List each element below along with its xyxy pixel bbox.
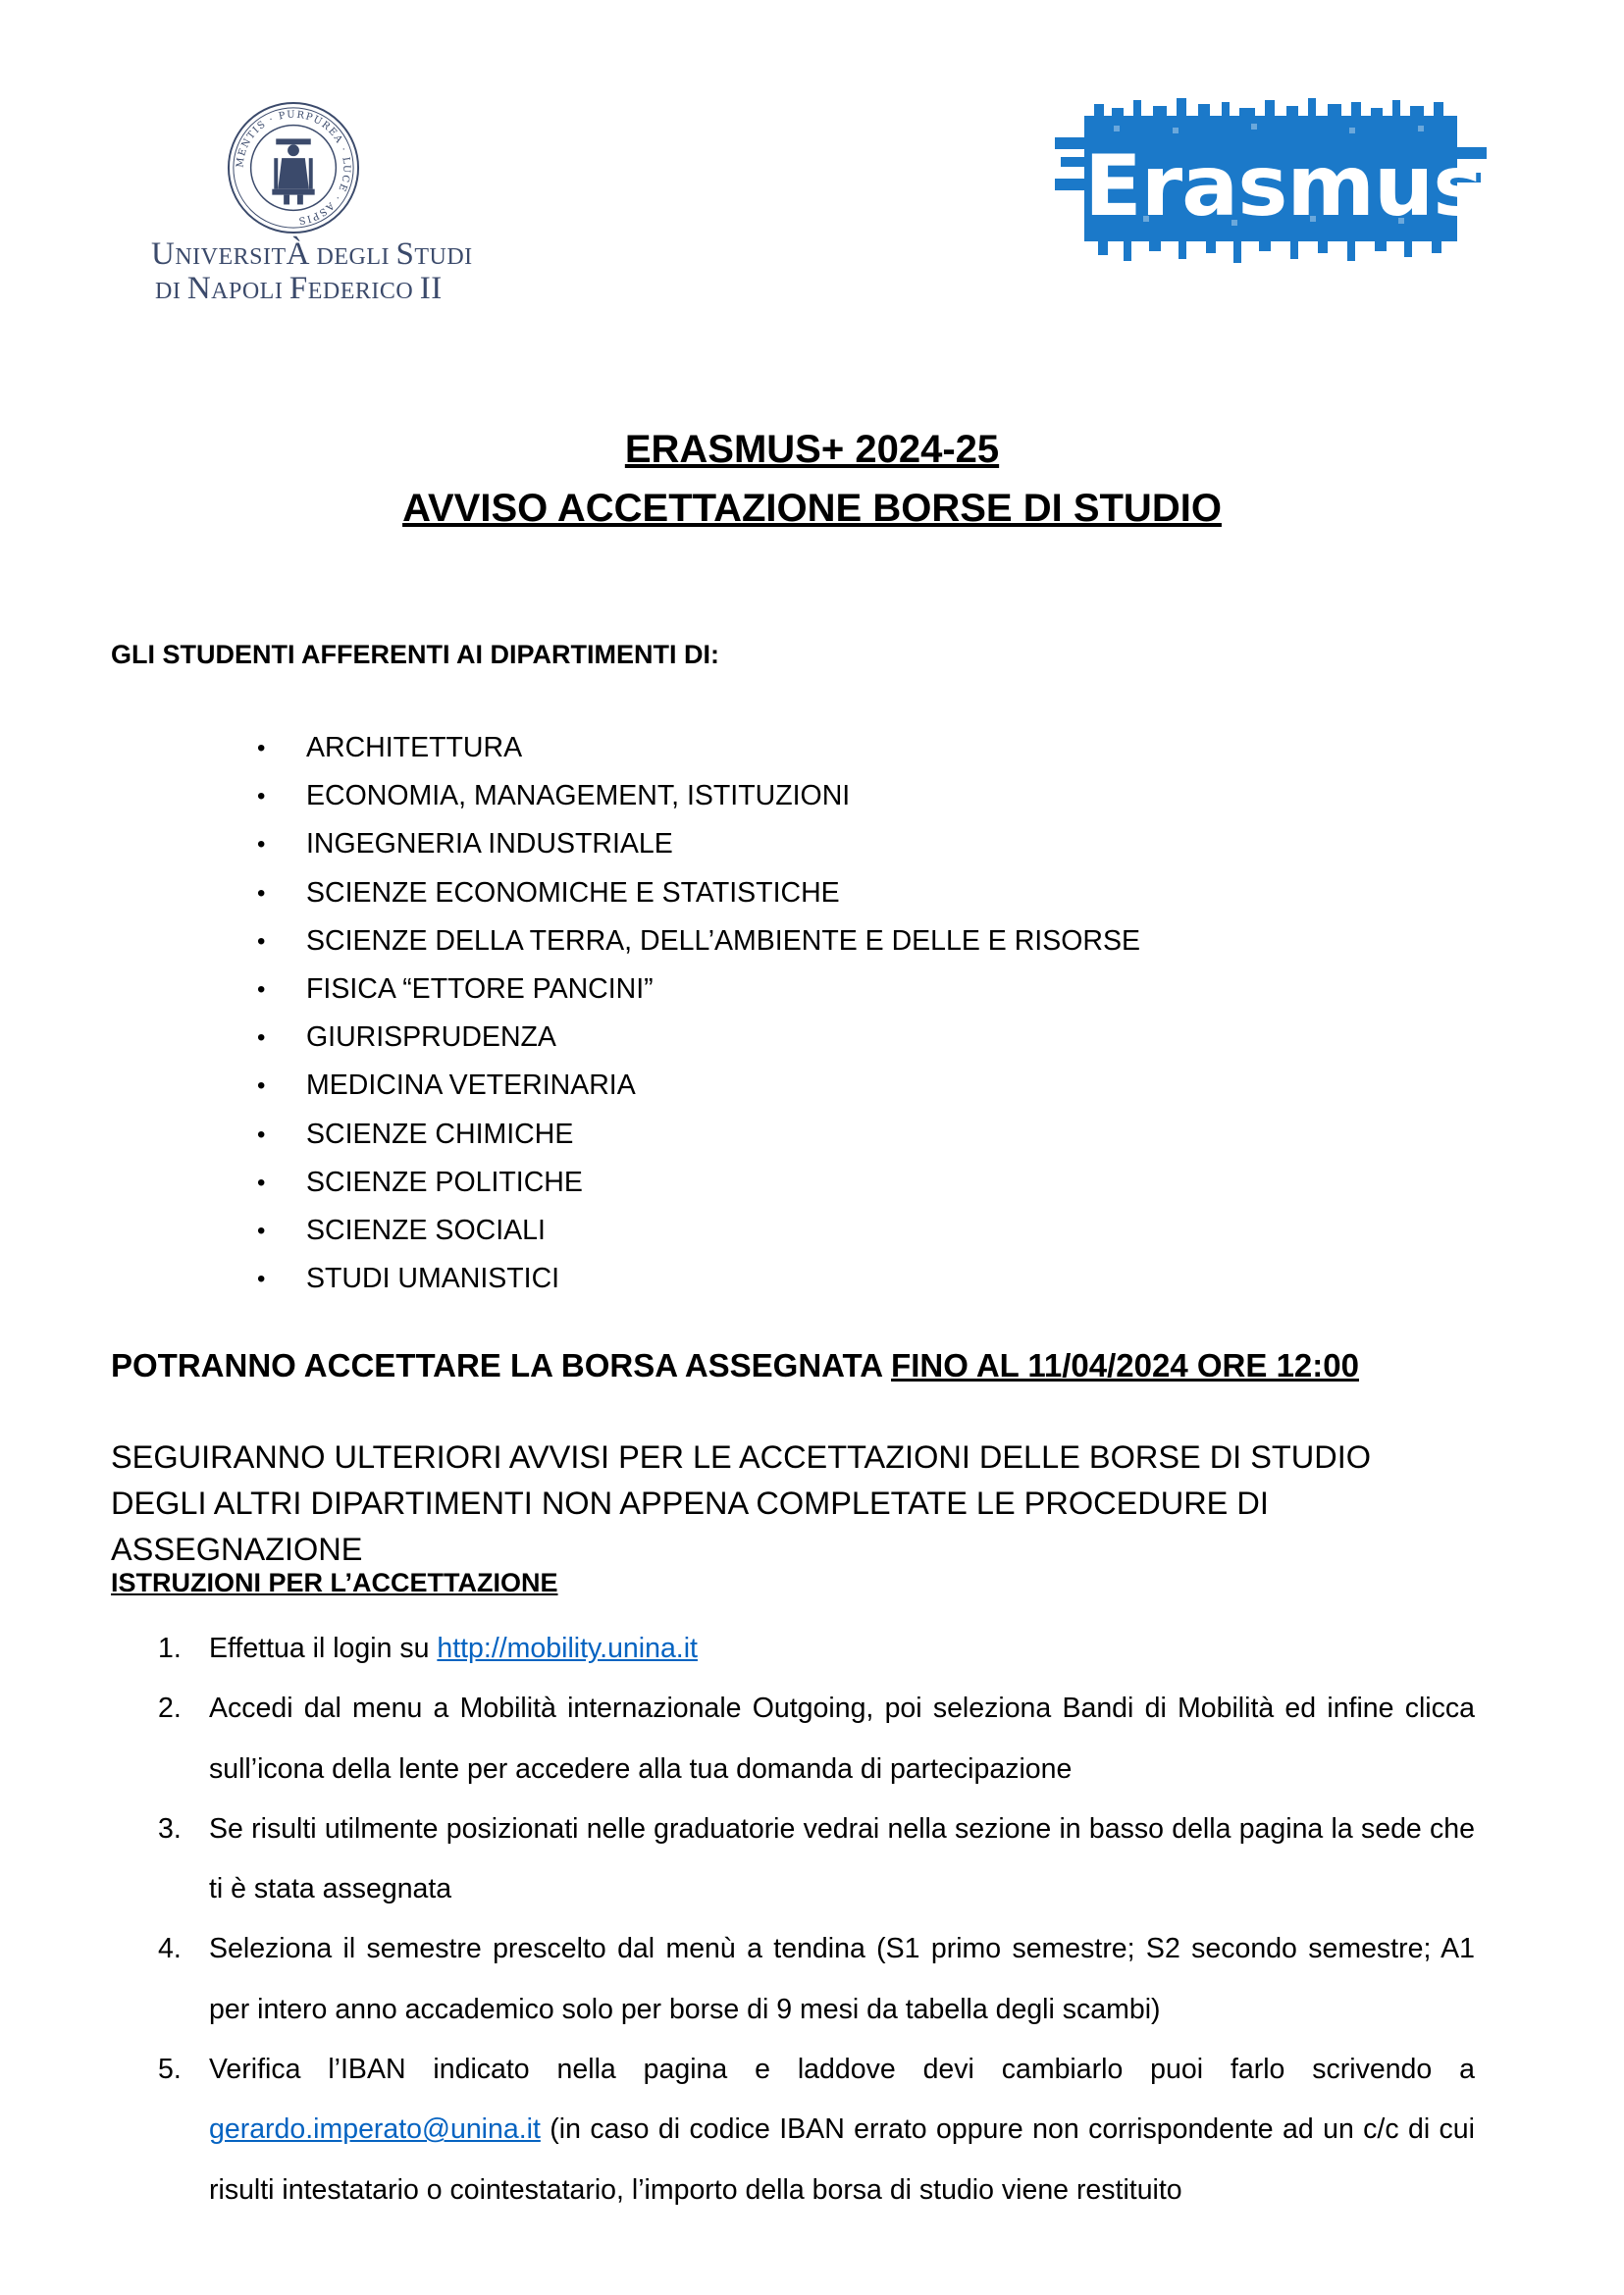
step-number: 4. <box>158 1933 182 1965</box>
university-name-part: À <box>286 236 311 272</box>
bullet-icon: • <box>257 1072 266 1100</box>
university-name-part: F <box>288 270 308 306</box>
title-line-1: ERASMUS+ 2024-25 <box>624 428 1000 471</box>
further-notices-paragraph: SEGUIRANNO ULTERIORI AVVISI PER LE ACCETTAZIONI DELLE BORSE DI STUDIO DEGLI ALTRI DIPARTIMENTI NON APPENA COMPLETATE LE PROCEDURE DI ASSEGNAZIONE <box>111 1439 1372 1567</box>
list-item <box>111 1619 1475 1679</box>
deadline-date: FINO AL 11/04/2024 ORE 12:00 <box>891 1347 1359 1383</box>
email-link[interactable]: gerardo.imperato@unina.it <box>209 2113 541 2146</box>
list-item <box>111 1679 1475 1799</box>
bullet-icon: • <box>257 1024 266 1052</box>
list-item <box>257 869 1140 917</box>
department-name: SCIENZE ECONOMICHE E STATISTICHE <box>306 876 840 909</box>
bullet-icon: • <box>257 975 266 1003</box>
department-name: SCIENZE POLITICHE <box>306 1166 583 1198</box>
list-item <box>257 1014 1140 1062</box>
bullet-icon: • <box>257 735 266 761</box>
seal-ring-text: MENTIS · PURPUREA · LUCE · ASPIS <box>235 109 352 227</box>
list-item <box>257 1111 1140 1159</box>
university-name-part: S <box>395 236 415 272</box>
step-text: Effettua il login su <box>209 1633 438 1664</box>
bullet-icon: • <box>257 879 266 907</box>
departments-label: GLI STUDENTI AFFERENTI AI DIPARTIMENTI DI: <box>111 640 719 669</box>
university-name-part: II <box>419 270 443 306</box>
step-number: 1. <box>158 1633 182 1664</box>
step-text: Verifica l’IBAN indicato nella pagina e laddove devi cambiarlo puoi farlo scrivendo a <box>209 2054 1475 2086</box>
university-seal-icon <box>226 100 361 235</box>
list-item <box>257 820 1140 868</box>
step-text: Se risulti utilmente posizionati nelle graduatorie vedrai nella sezione in basso della pagina la sede che ti è stata assegnata <box>209 1812 1475 1905</box>
step-text: Accedi dal menu a Mobilità internazionale Outgoing, poi seleziona Bandi di Mobilità ed infine clicca sull’icona della lente per accedere alla tua domanda di partecipazione <box>209 1693 1475 1785</box>
step-text: (in caso di codice IBAN errato oppure non corrispondente ad un c/c di cui risulti intestatario o cointestatario, l’importo della borsa di studio viene restituito <box>209 2113 1475 2206</box>
university-name-part: N <box>186 270 212 306</box>
list-item <box>111 1919 1475 2040</box>
university-name-part: EDERICO <box>307 278 420 304</box>
bullet-icon: • <box>257 1121 266 1148</box>
mobility-portal-link[interactable]: http://mobility.unina.it <box>437 1633 698 1664</box>
list-item <box>257 772 1140 820</box>
list-item <box>257 1062 1140 1110</box>
list-item <box>257 917 1140 965</box>
erasmus-logo-text: Erasmus+ <box>1084 137 1552 235</box>
list-item <box>257 1207 1140 1255</box>
list-item <box>111 1799 1475 1920</box>
document-title <box>0 420 1624 538</box>
department-name: ECONOMIA, MANAGEMENT, ISTITUZIONI <box>306 780 851 812</box>
department-name: GIURISPRUDENZA <box>306 1021 556 1054</box>
title-line-2: AVVISO ACCETTAZIONE BORSE DI STUDIO <box>402 487 1222 530</box>
department-name: INGEGNERIA INDUSTRIALE <box>306 828 673 861</box>
university-name-part: U <box>151 236 176 272</box>
department-name: SCIENZE SOCIALI <box>306 1214 546 1246</box>
university-logo <box>147 90 473 316</box>
university-name-part: NIVERSIT <box>175 244 287 270</box>
university-name-part: DEGLI <box>310 244 396 270</box>
department-name: MEDICINA VETERINARIA <box>306 1069 636 1102</box>
university-name-part: APOLI <box>211 278 289 304</box>
list-item <box>257 1159 1140 1207</box>
step-number: 2. <box>158 1693 182 1725</box>
instructions-list <box>111 1619 1475 2220</box>
list-item <box>257 724 1140 772</box>
bullet-icon: • <box>257 831 266 859</box>
department-name: ARCHITETTURA <box>306 732 523 763</box>
department-name: STUDI UMANISTICI <box>306 1263 560 1295</box>
instructions-heading: ISTRUZIONI PER L’ACCETTAZIONE <box>111 1568 558 1597</box>
bullet-icon: • <box>257 1169 266 1196</box>
department-name: FISICA “ETTORE PANCINI” <box>306 972 654 1005</box>
step-number: 5. <box>158 2054 182 2086</box>
acceptance-deadline <box>111 1347 1359 1384</box>
list-item <box>111 2040 1475 2220</box>
list-item <box>257 965 1140 1014</box>
erasmus-logo <box>1055 98 1552 265</box>
department-name: SCIENZE CHIMICHE <box>306 1118 574 1150</box>
departments-list <box>257 724 1140 1303</box>
list-item <box>257 1255 1140 1303</box>
step-number: 3. <box>158 1812 182 1845</box>
step-text: Seleziona il semestre prescelto dal menù a tendina (S1 primo semestre; S2 secondo semestre; A1 per intero anno accademico solo per borse di 9 mesi da tabella degli scambi) <box>209 1933 1475 2025</box>
university-name-part: DI <box>155 278 187 304</box>
bullet-icon: • <box>257 1266 266 1293</box>
bullet-icon: • <box>257 1217 266 1244</box>
deadline-text: POTRANNO ACCETTARE LA BORSA ASSEGNATA <box>111 1347 892 1383</box>
bullet-icon: • <box>257 927 266 955</box>
bullet-icon: • <box>257 783 266 810</box>
department-name: SCIENZE DELLA TERRA, DELL’AMBIENTE E DELLE E RISORSE <box>306 924 1141 957</box>
university-name-part: TUDI <box>414 244 473 270</box>
